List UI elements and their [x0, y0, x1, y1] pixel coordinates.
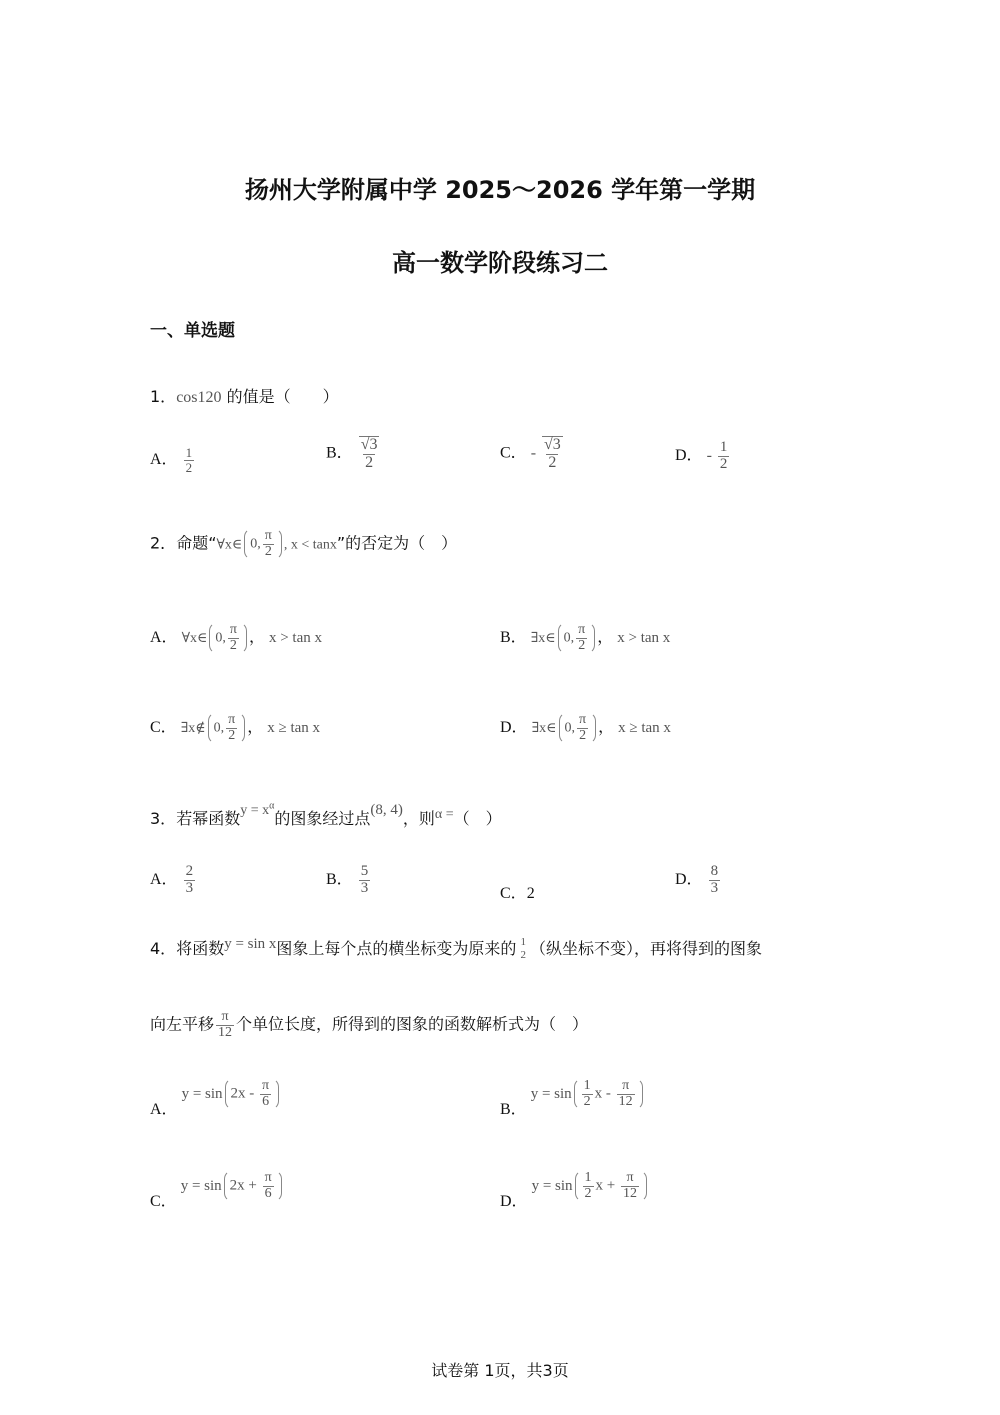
fraction: $\frac{√3}{2}$ [360, 436, 378, 471]
q3-option-c: C．2 [500, 885, 535, 902]
q4-option-a: A． y = sin 2x - $\frac{\pi}{6}$ [150, 1078, 281, 1110]
section-heading: 一、单选题 [150, 321, 235, 341]
question-text: （ ） [453, 809, 502, 828]
option-label: B． [326, 444, 353, 462]
math-expression: ∀x∈ [216, 537, 243, 553]
math-expression: cos120 [176, 389, 222, 406]
question-text: 向左平移 [150, 1014, 215, 1034]
math-expression: y = sin x [224, 936, 277, 952]
option-label: B． [500, 628, 527, 646]
option-label: C． [500, 885, 527, 902]
q2-option-c: C． ∃x∉ 0, $\frac{\pi}{2}$ ， x ≥ tan x [150, 712, 321, 743]
option-label: B． [326, 870, 353, 888]
question-text: 命题“ [176, 533, 217, 553]
question-text: ”的否定为（ ） [336, 533, 458, 553]
fraction: $\frac{\pi}{12}$ [218, 1009, 233, 1040]
power-function: $y = x^\alpha$ [240, 800, 275, 818]
option-label: A． [150, 1100, 178, 1118]
q2-option-a: A． ∀x∈ 0, $\frac{\pi}{2}$ ， x > tan x [150, 622, 323, 653]
option-label: C． [150, 1192, 177, 1210]
question-text: （纵坐标不变），再将得到的图象 [529, 939, 762, 958]
option-label: D． [675, 446, 703, 464]
q1-option-c [500, 436, 565, 472]
question-1-stem [150, 384, 339, 407]
interval: 0, $\frac{\pi}{2}$ [244, 528, 282, 560]
q1-option-a [150, 446, 196, 474]
option-label: A． [150, 451, 178, 468]
question-number: 1． [150, 387, 177, 406]
exam-subtitle: 高一数学阶段练习二 [392, 249, 608, 277]
option-label: C． [150, 718, 177, 736]
exam-title: 扬州大学附属中学 2025～2026 学年第一学期 [244, 176, 756, 204]
q2-option-d: D． ∃x∈ 0, $\frac{\pi}{2}$ ， x ≥ tan x [500, 712, 671, 743]
option-label: D． [675, 870, 703, 888]
option-label: D． [500, 1192, 528, 1210]
question-text: 若幂函数 [176, 809, 241, 828]
question-text: ，则 [402, 809, 435, 828]
q3-option-b: B． $\frac{5}{3}$ [326, 863, 369, 896]
fraction: 1 2 [520, 936, 526, 961]
q1-option-d [675, 440, 731, 473]
option-label: B． [500, 1100, 527, 1118]
question-text: 将函数 [176, 939, 225, 958]
q4-option-d: D． y = sin $\frac{1}{2}$ x + $\frac{\pi}{12}$ [500, 1170, 649, 1202]
question-3-stem [150, 800, 502, 829]
question-text: 的图象经过点 [274, 809, 371, 828]
math-expression: α = [434, 807, 454, 822]
option-label: D． [500, 718, 528, 736]
math-expression: , x < tanx [283, 537, 337, 553]
question-text: 个单位长度，所得到的图象的函数解析式为（ ） [236, 1014, 589, 1034]
question-number: 3． [150, 809, 177, 828]
q3-option-a: A． $\frac{2}{3}$ [150, 863, 194, 896]
q1-option-b [326, 436, 381, 472]
question-number: 2． [150, 533, 177, 553]
fraction: $\frac{1}{2}$ [719, 439, 728, 472]
option-label: C． [500, 444, 527, 462]
minus-sign: - [706, 446, 712, 464]
q4-option-c: C． y = sin 2x + $\frac{\pi}{6}$ [150, 1170, 284, 1202]
point: (8, 4) [370, 802, 403, 818]
question-4-stem-line1 [150, 936, 762, 962]
q4-option-b: B． y = sin $\frac{1}{2}$ x - $\frac{\pi}{12}$ [500, 1078, 645, 1110]
page-footer: 试卷第 1页，共3页 [431, 1361, 569, 1380]
minus-sign: - [530, 444, 537, 462]
fraction: $\frac{1}{2}$ [185, 445, 193, 475]
question-4-stem-line2 [150, 1010, 588, 1040]
option-label: A． [150, 870, 178, 888]
question-2-stem [150, 528, 457, 560]
question-text: 图象上每个点的横坐标变为原来的 [276, 939, 517, 958]
q2-option-b: B． ∃x∈ 0, $\frac{\pi}{2}$ ， x > tan x [500, 622, 671, 653]
question-text: 的值是（ ） [226, 387, 339, 406]
option-label: A． [150, 628, 178, 646]
q3-option-d: D． $\frac{8}{3}$ [675, 863, 719, 896]
fraction: $\frac{√3}{2}$ [544, 436, 561, 471]
question-number: 4． [150, 939, 177, 958]
